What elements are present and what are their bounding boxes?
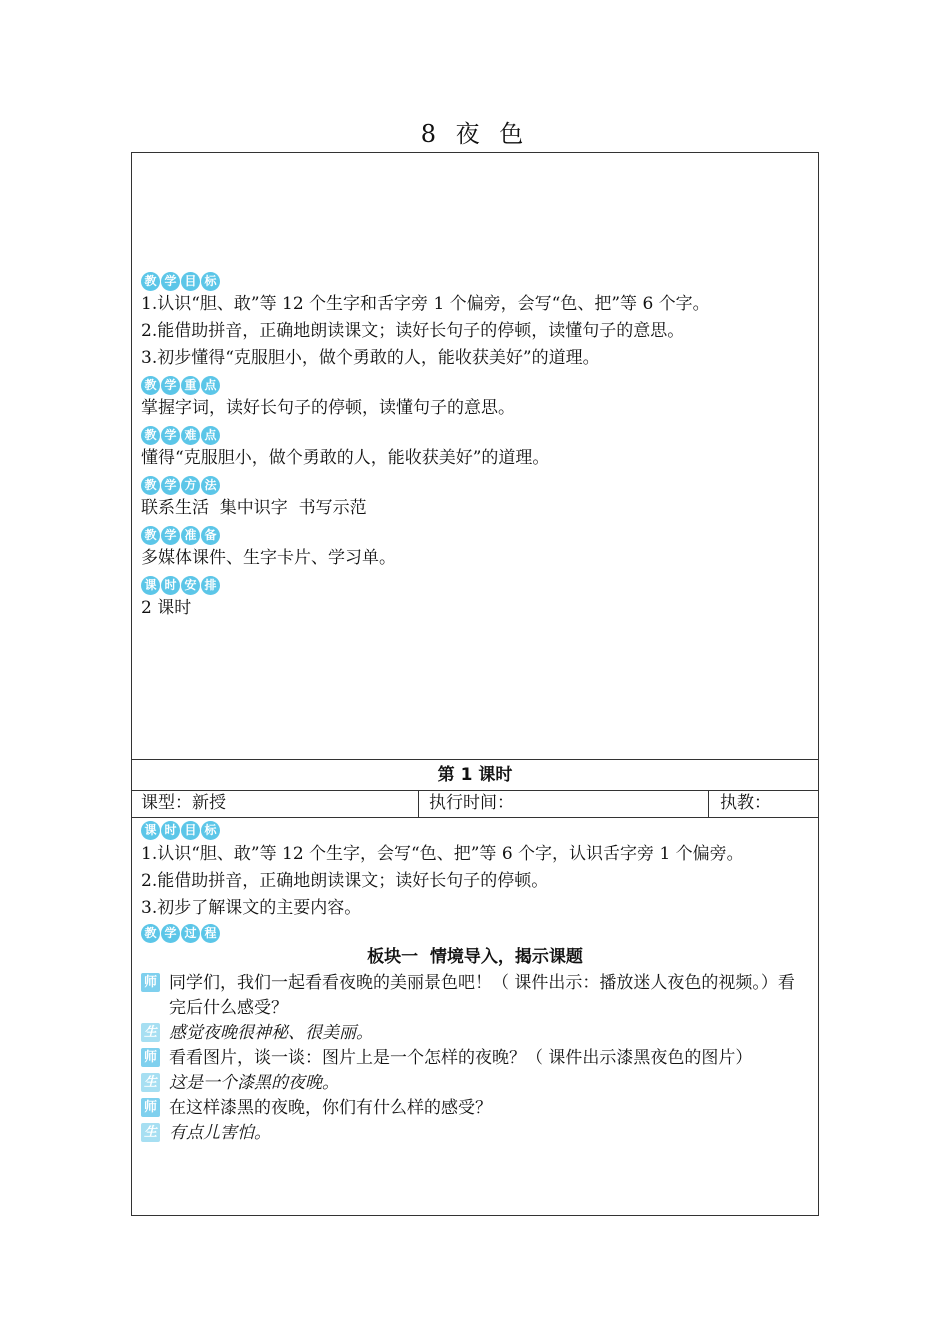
tag-schedule: 课 时 安 排 bbox=[141, 575, 220, 595]
goal-item: 2.能借助拼音，正确地朗读课文；读好长句子的停顿，读懂句子的意思。 bbox=[141, 321, 685, 341]
dialogue-line bbox=[132, 1046, 818, 1071]
teacher-badge: 师 bbox=[141, 973, 160, 992]
teacher-field: 执教： bbox=[720, 793, 771, 813]
tag-teaching-goals: 教 学 目 标 bbox=[141, 271, 220, 291]
divider bbox=[418, 790, 419, 817]
focus-text: 掌握字词，读好长句子的停顿，读懂句子的意思。 bbox=[141, 398, 515, 418]
dialogue-text: 同学们，我们一起看看夜晚的美丽景色吧！（ 课件出示：播放迷人夜色的视频。）看完后什么感受？ bbox=[169, 973, 795, 1018]
method-text: 联系生活 集中识字 书写示范 bbox=[141, 498, 367, 518]
tag-teaching-focus: 教 学 重 点 bbox=[141, 375, 220, 395]
goal-item: 1.认识“胆、敢”等 12 个生字和舌字旁 1 个偏旁，会写“色、把”等 6 个字。 bbox=[141, 294, 710, 314]
divider bbox=[708, 790, 709, 817]
lesson-goal-item: 3.初步了解课文的主要内容。 bbox=[141, 897, 362, 918]
student-badge: 生 bbox=[141, 1023, 160, 1042]
lesson-type: 课型：新授 bbox=[141, 793, 226, 813]
lesson-plan-table bbox=[131, 152, 819, 1216]
dialogue-text: 在这样漆黑的夜晚，你们有什么样的感受？ bbox=[169, 1098, 492, 1118]
dialogue-text: 感觉夜晚很神秘、很美丽。 bbox=[169, 1023, 373, 1043]
lesson-meta-row bbox=[132, 790, 818, 818]
tag-teaching-prep: 教 学 准 备 bbox=[141, 525, 220, 545]
lesson-goal-item: 1.认识“胆、敢”等 12 个生字，会写“色、把”等 6 个字，认识舌字旁 1 个偏旁。 bbox=[141, 843, 744, 864]
prep-text: 多媒体课件、生字卡片、学习单。 bbox=[141, 548, 396, 568]
dialogue-line bbox=[132, 971, 818, 1021]
teacher-badge: 师 bbox=[141, 1098, 160, 1117]
lesson-section bbox=[132, 819, 818, 1146]
dialogue-line bbox=[132, 1021, 818, 1046]
tag-lesson-goals: 课 时 目 标 bbox=[141, 821, 220, 841]
overview-section bbox=[132, 268, 818, 622]
teacher-badge: 师 bbox=[141, 1048, 160, 1067]
student-badge: 生 bbox=[141, 1123, 160, 1142]
lesson-goal-item: 2.能借助拼音，正确地朗读课文；读好长句子的停顿。 bbox=[141, 870, 549, 891]
tag-teaching-process: 教 学 过 程 bbox=[141, 923, 220, 943]
dialogue-text: 有点儿害怕。 bbox=[169, 1123, 271, 1143]
block-title: 板块一 情境导入，揭示课题 bbox=[367, 947, 583, 967]
goal-item: 3.初步懂得“克服胆小，做个勇敢的人，能收获美好”的道理。 bbox=[141, 348, 600, 368]
tag-teaching-difficulty: 教 学 难 点 bbox=[141, 425, 220, 445]
dialogue-text: 这是一个漆黑的夜晚。 bbox=[169, 1073, 339, 1093]
schedule-text: 2 课时 bbox=[141, 598, 192, 618]
lesson-header: 第 1 课时 bbox=[132, 759, 818, 791]
difficulty-text: 懂得“克服胆小，做个勇敢的人，能收获美好”的道理。 bbox=[141, 448, 550, 468]
dialogue-line bbox=[132, 1071, 818, 1096]
tag-teaching-method: 教 学 方 法 bbox=[141, 475, 220, 495]
dialogue-text: 看看图片，谈一谈：图片上是一个怎样的夜晚？（ 课件出示漆黑夜色的图片） bbox=[169, 1048, 753, 1068]
dialogue-line bbox=[132, 1121, 818, 1146]
dialogue-line bbox=[132, 1096, 818, 1121]
student-badge: 生 bbox=[141, 1073, 160, 1092]
execution-time: 执行时间： bbox=[429, 793, 514, 813]
page-title: 8 夜 色 bbox=[420, 120, 530, 148]
